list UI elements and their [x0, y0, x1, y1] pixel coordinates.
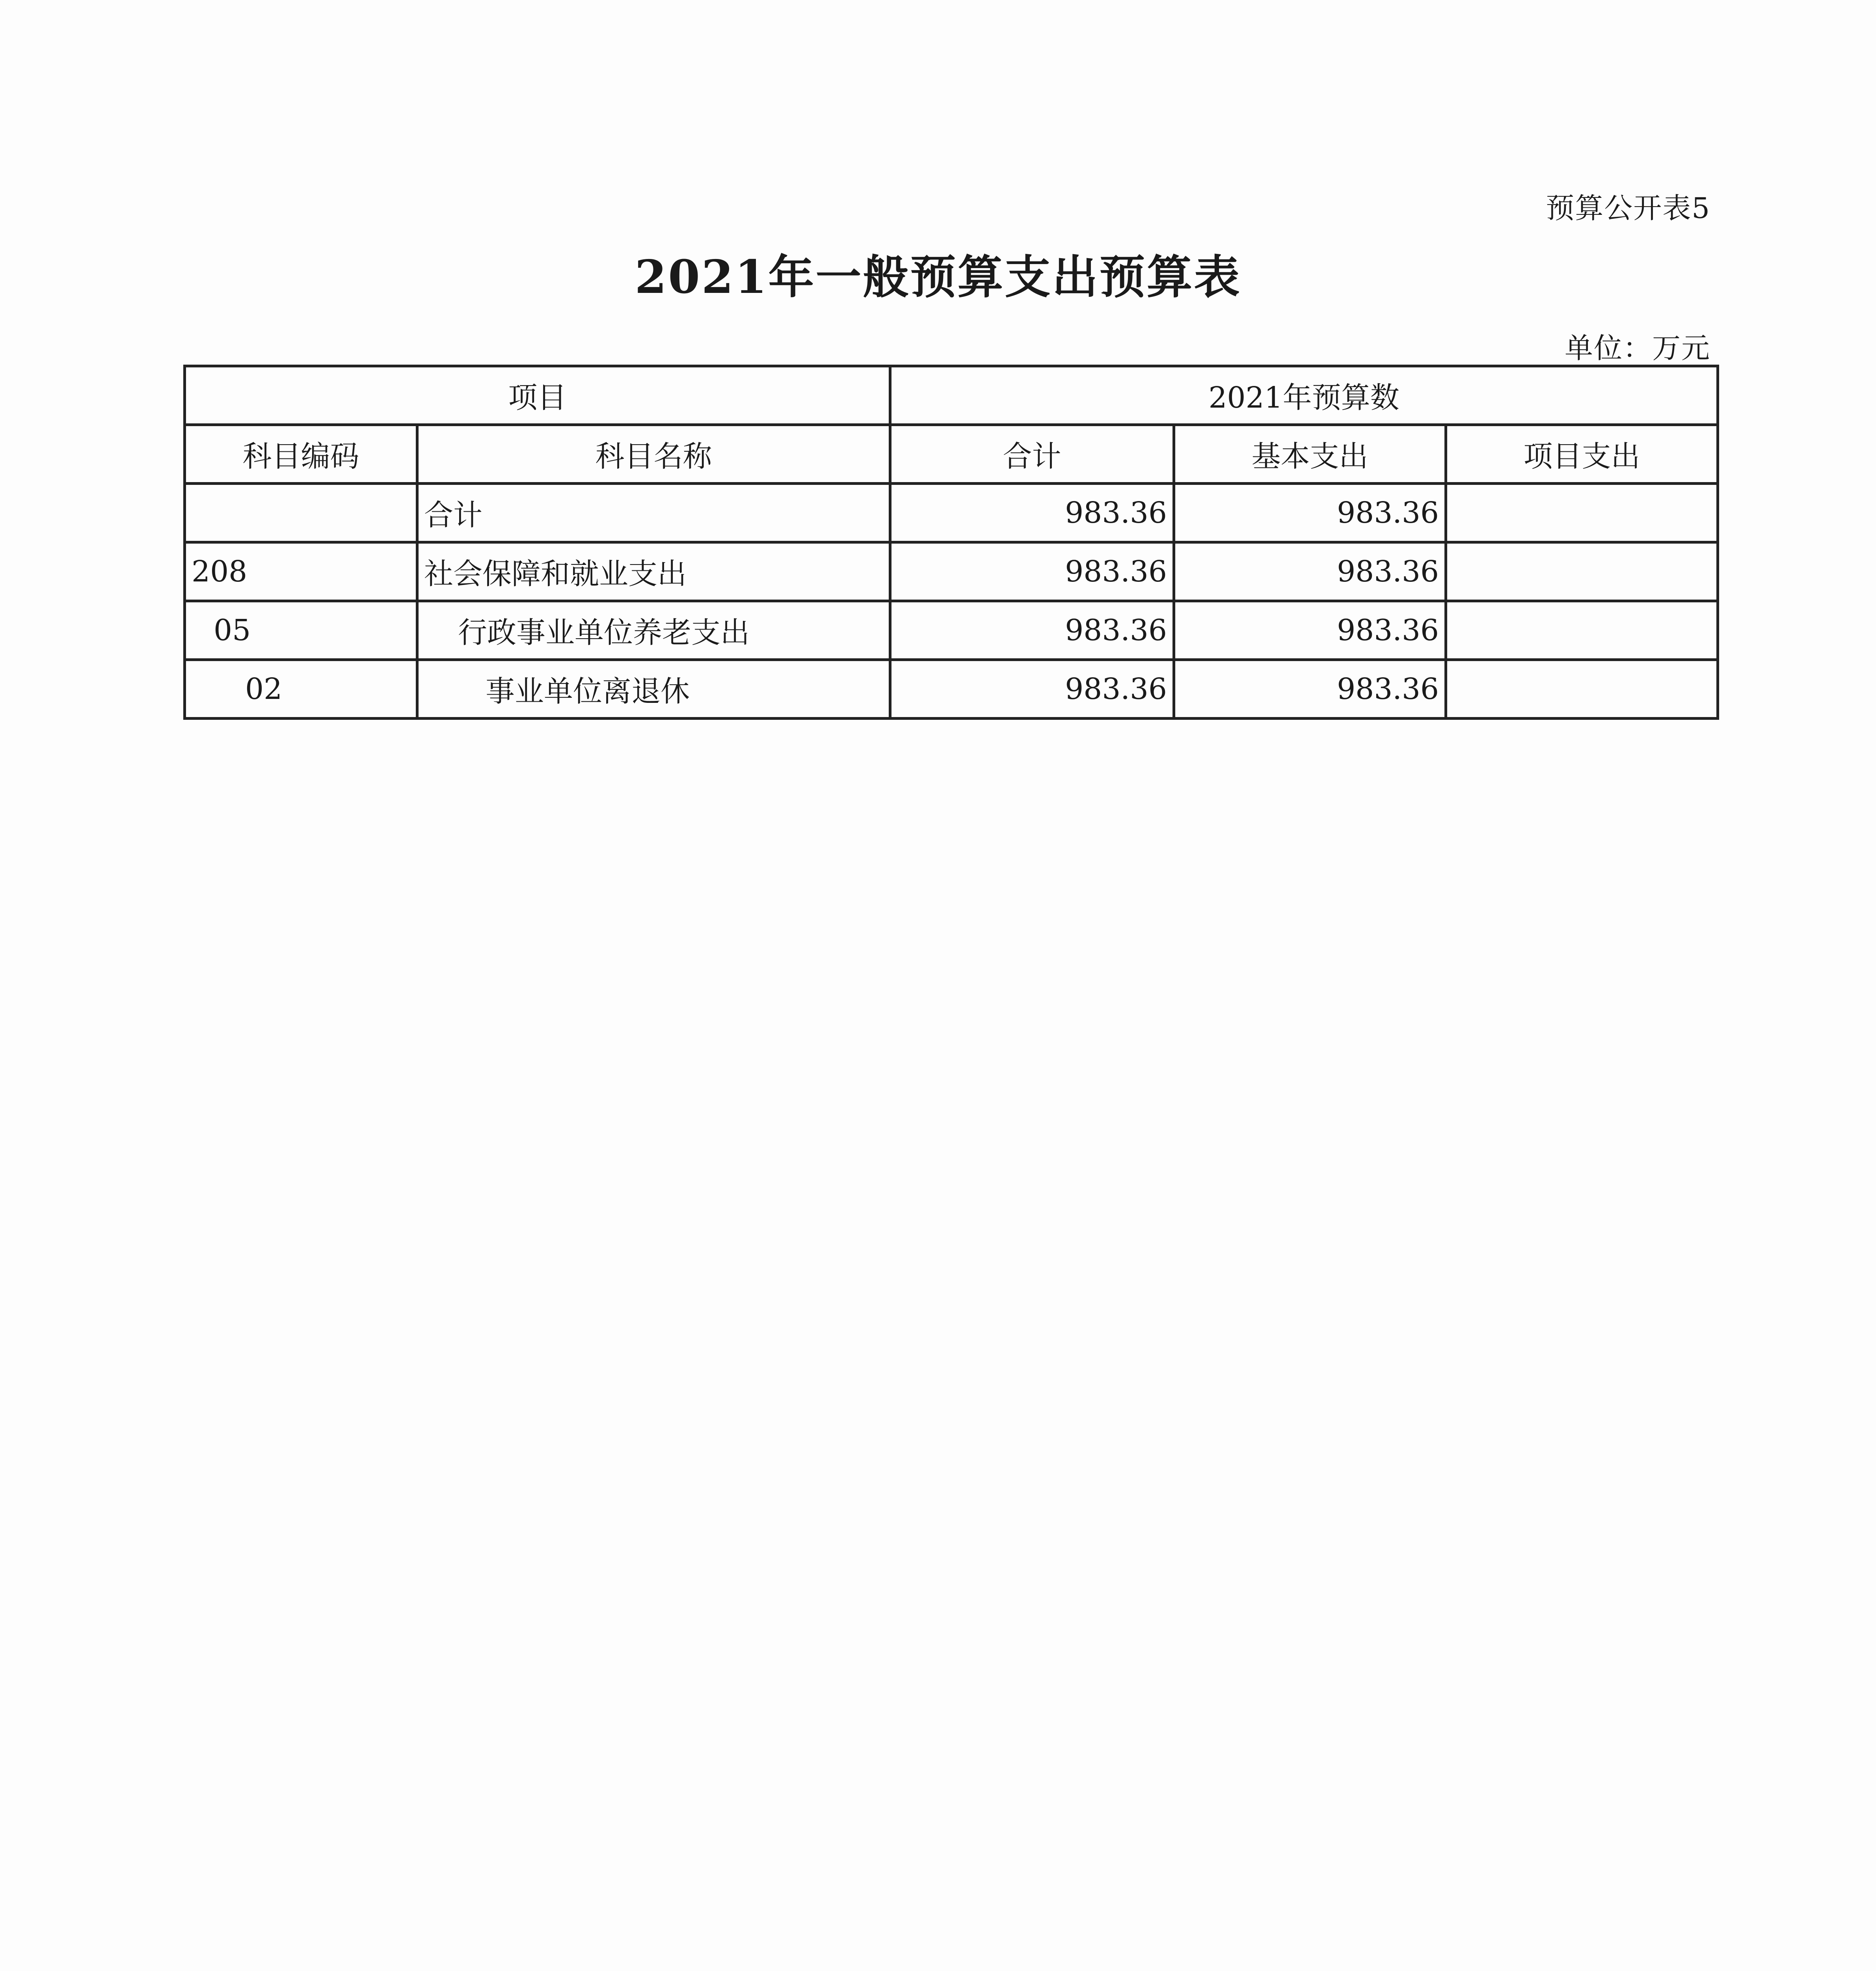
column-header-name: 科目名称 [417, 425, 890, 484]
group-header-budget: 2021年预算数 [890, 366, 1718, 425]
page-title: 2021年一般预算支出预算表 [635, 250, 1241, 304]
cell-total: 983.36 [890, 601, 1174, 660]
table-row [185, 542, 1718, 601]
cell-basic: 983.36 [1174, 484, 1446, 542]
cell-code [185, 484, 417, 542]
cell-code: 05 [185, 601, 417, 660]
cell-basic: 983.36 [1174, 660, 1446, 719]
column-header-code: 科目编码 [185, 425, 417, 484]
cell-code: 208 [185, 542, 417, 601]
column-header-total: 合计 [890, 425, 1174, 484]
column-header-basic: 基本支出 [1174, 425, 1446, 484]
unit-label: 单位：万元 [1564, 332, 1710, 365]
table-row [185, 601, 1718, 660]
table-row [185, 660, 1718, 719]
cell-name: 行政事业单位养老支出 [417, 601, 890, 660]
cell-project [1446, 484, 1718, 542]
cell-basic: 983.36 [1174, 542, 1446, 601]
cell-code: 02 [185, 660, 417, 719]
cell-project [1446, 660, 1718, 719]
cell-total: 983.36 [890, 542, 1174, 601]
cell-name: 事业单位离退休 [417, 660, 890, 719]
table-row [185, 484, 1718, 542]
column-header-row [185, 425, 1718, 484]
cell-name: 合计 [417, 484, 890, 542]
cell-basic: 983.36 [1174, 601, 1446, 660]
cell-project [1446, 601, 1718, 660]
group-header-row [185, 366, 1718, 425]
cell-project [1446, 542, 1718, 601]
budget-table [183, 365, 1719, 720]
cell-name: 社会保障和就业支出 [417, 542, 890, 601]
cell-total: 983.36 [890, 484, 1174, 542]
column-header-project: 项目支出 [1446, 425, 1718, 484]
cell-total: 983.36 [890, 660, 1174, 719]
table-label: 预算公开表5 [1546, 192, 1710, 225]
group-header-item: 项目 [185, 366, 890, 425]
